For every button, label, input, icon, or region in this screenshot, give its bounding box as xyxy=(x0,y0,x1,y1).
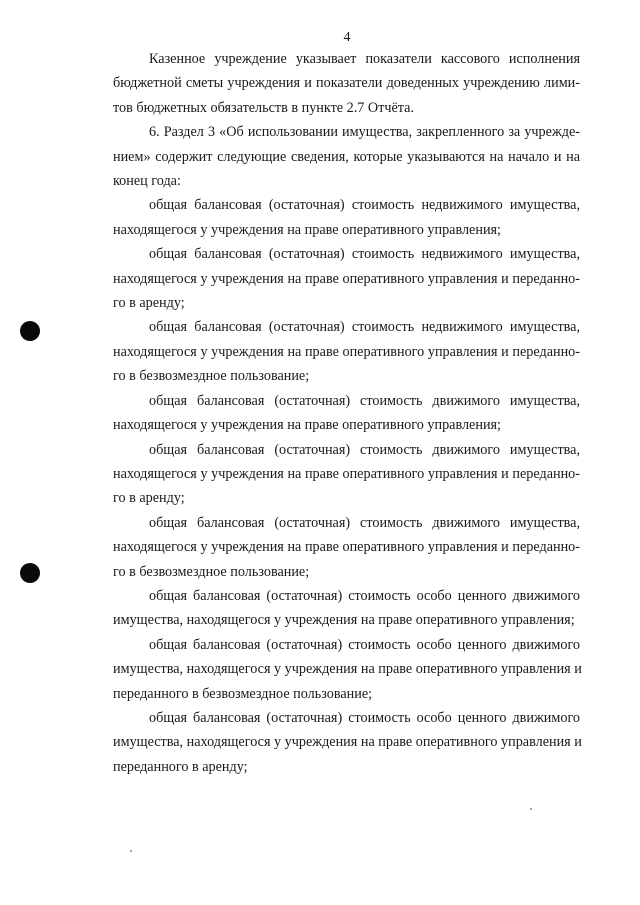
text-line: переданного в безвозмездное пользование; xyxy=(113,685,373,702)
list-item-movable-lease xyxy=(113,438,580,511)
text-line: 6. Раздел 3 «Об использовании имущества, закрепленного за учрежде- xyxy=(149,124,580,141)
scan-speck xyxy=(130,850,132,852)
list-item-movable-free-use xyxy=(113,511,580,584)
punch-hole-bottom xyxy=(20,563,40,583)
text-line: общая балансовая (остаточная) стоимость движимого имущества, xyxy=(149,514,580,531)
text-line: го в безвозмездное пользование; xyxy=(113,368,310,385)
text-line: имущества, находящегося у учреждения на праве оперативного управления и xyxy=(113,734,582,751)
text-line: находящегося у учреждения на праве оперативного управления и переданно- xyxy=(113,270,580,287)
text-line: находящегося у учреждения на праве оперативного управления и переданно- xyxy=(113,539,580,556)
list-item-real-estate-free-use xyxy=(113,315,580,388)
text-line: общая балансовая (остаточная) стоимость недвижимого имущества, xyxy=(149,197,580,214)
text-line: бюджетной сметы учреждения и показатели доведенных учреждению лими- xyxy=(113,75,580,92)
paragraph-section-3 xyxy=(113,120,580,193)
text-line: го в аренду; xyxy=(113,490,185,507)
scan-speck xyxy=(530,808,532,810)
document-body xyxy=(113,47,580,779)
list-item-movable xyxy=(113,389,580,438)
text-line: общая балансовая (остаточная) стоимость недвижимого имущества, xyxy=(149,319,580,336)
paragraph-treasury-institution xyxy=(113,47,580,120)
text-line: общая балансовая (остаточная) стоимость особо ценного движимого xyxy=(149,587,580,604)
punch-hole-top xyxy=(20,321,40,341)
text-line: общая балансовая (остаточная) стоимость движимого имущества, xyxy=(149,392,580,409)
text-line: общая балансовая (остаточная) стоимость особо ценного движимого xyxy=(149,636,580,653)
list-item-especially-valuable-free-use xyxy=(113,633,580,706)
text-line: находящегося у учреждения на праве оперативного управления; xyxy=(113,221,502,238)
text-line: конец года: xyxy=(113,173,181,190)
text-line: находящегося у учреждения на праве оперативного управления и переданно- xyxy=(113,465,580,482)
text-line: общая балансовая (остаточная) стоимость движимого имущества, xyxy=(149,441,580,458)
text-line: нием» содержит следующие сведения, которые указываются на начало и на xyxy=(113,148,580,165)
text-line: имущества, находящегося у учреждения на праве оперативного управления; xyxy=(113,612,575,629)
list-item-especially-valuable xyxy=(113,584,580,633)
text-line: го в безвозмездное пользование; xyxy=(113,563,310,580)
text-line: общая балансовая (остаточная) стоимость недвижимого имущества, xyxy=(149,246,580,263)
text-line: общая балансовая (остаточная) стоимость особо ценного движимого xyxy=(149,709,580,726)
text-line: находящегося у учреждения на праве оперативного управления; xyxy=(113,417,502,434)
text-line: находящегося у учреждения на праве оперативного управления и переданно- xyxy=(113,343,580,360)
list-item-especially-valuable-lease xyxy=(113,706,580,779)
list-item-real-estate-lease xyxy=(113,242,580,315)
text-line: Казенное учреждение указывает показатели кассового исполнения xyxy=(149,51,580,67)
text-line: тов бюджетных обязательств в пункте 2.7 Отчёта. xyxy=(113,99,415,116)
text-line: имущества, находящегося у учреждения на праве оперативного управления и xyxy=(113,661,582,678)
page-number: 4 xyxy=(343,30,351,45)
text-line: переданного в аренду; xyxy=(113,758,248,775)
text-line: го в аренду; xyxy=(113,295,185,312)
list-item-real-estate xyxy=(113,193,580,242)
